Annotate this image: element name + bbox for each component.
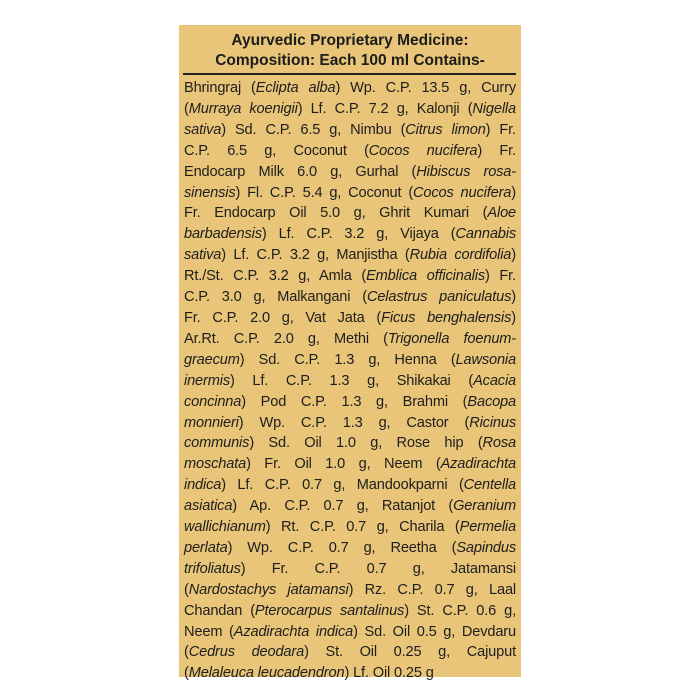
botanical-name: Bacopa (467, 393, 516, 410)
botanical-name: Lawsonia (455, 351, 516, 368)
composition-text-segment: ) Fr. C.P. 0.7 g, Jatamansi (240, 560, 516, 577)
botanical-name: Rubia cordifolia (409, 247, 512, 264)
composition-line (184, 622, 516, 643)
composition-line (184, 663, 516, 684)
header-title: Ayurvedic Proprietary Medicine: (231, 32, 469, 49)
botanical-name: monnieri (184, 414, 239, 431)
composition-text-segment: ) Sd. Oil 1.0 g, Rose hip ( (249, 435, 483, 452)
composition-label-panel (179, 25, 521, 682)
header-divider (183, 73, 516, 75)
composition-line (184, 642, 516, 663)
botanical-name: Sapindus (456, 539, 516, 556)
botanical-name: Geranium (453, 498, 516, 515)
botanical-name: perlata (184, 539, 228, 556)
botanical-name: Cocos nucifera (413, 184, 512, 201)
composition-line (184, 559, 516, 580)
botanical-name: Permelia (459, 519, 516, 536)
composition-line (184, 413, 516, 434)
composition-text-segment: ) Fl. C.P. 5.4 g, Coconut ( (235, 184, 414, 201)
composition-text-segment: ) Lf. C.P. 0.7 g, Mandookparni ( (221, 477, 464, 494)
composition-text-segment: ) (511, 184, 516, 201)
botanical-name: sativa (184, 121, 222, 138)
composition-text-segment: ) Ap. C.P. 0.7 g, Ratanjot ( (232, 498, 454, 515)
botanical-name: Cocos nucifera (368, 142, 478, 159)
botanical-name: concinna (184, 393, 242, 410)
botanical-name: trifoliatus (184, 560, 241, 577)
composition-text-segment: ) (511, 309, 516, 326)
label-header (179, 31, 521, 71)
composition-text-segment: ) Sd. Oil 0.5 g, Devdaru (353, 623, 516, 640)
composition-text-segment: C.P. 3.0 g, Malkangani ( (184, 289, 367, 306)
botanical-name: Hibiscus rosa- (416, 163, 516, 180)
composition-text-segment: ) Wp. C.P. 0.7 g, Reetha ( (227, 539, 457, 556)
botanical-name: Cedrus deodara (188, 644, 305, 661)
composition-line (184, 454, 516, 475)
composition-text-segment: ) Fr. Oil 1.0 g, Neem ( (246, 456, 441, 473)
composition-text-segment: ) Rz. C.P. 0.7 g, Laal (348, 581, 517, 598)
composition-line (184, 266, 516, 287)
botanical-name: inermis (184, 372, 230, 389)
composition-text-segment: ( (184, 100, 189, 117)
botanical-name: graecum (184, 351, 240, 368)
composition-line (184, 392, 516, 413)
botanical-name: Celastrus paniculatus (366, 289, 512, 306)
botanical-name: Aloe (487, 205, 516, 222)
composition-text-segment: Rt./St. C.P. 3.2 g, Amla ( (184, 268, 367, 285)
composition-line (184, 203, 516, 224)
composition-line (184, 78, 516, 99)
composition-text-segment: Bhringraj ( (184, 80, 256, 96)
composition-text-segment: ) St. C.P. 0.6 g, (404, 602, 516, 619)
composition-text-segment: ) Fr. (477, 142, 516, 159)
composition-text-segment: ) Wp. C.P. 13.5 g, Curry (335, 80, 516, 96)
composition-line (184, 287, 516, 308)
botanical-name: Pterocarpus santalinus (254, 602, 405, 619)
botanical-name: Murraya koenigii (188, 100, 298, 117)
composition-line (184, 517, 516, 538)
botanical-name: indica (184, 477, 222, 494)
composition-line (184, 538, 516, 559)
composition-text-segment: Chandan ( (184, 602, 255, 619)
composition-line (184, 162, 516, 183)
botanical-name: asiatica (184, 498, 233, 515)
composition-text-segment: ) Sd. C.P. 6.5 g, Nimbu ( (221, 121, 406, 138)
header-subtitle: Composition: Each 100 ml Contains- (215, 52, 485, 69)
botanical-name: wallichianum (184, 519, 266, 536)
botanical-name: Centella (463, 477, 516, 494)
botanical-name: sinensis (184, 184, 236, 201)
composition-text-segment: ) Fr. (485, 121, 516, 138)
composition-line (184, 308, 516, 329)
composition-line (184, 580, 516, 601)
composition-line (184, 99, 516, 120)
composition-line (184, 475, 516, 496)
composition-text-segment: ) (511, 247, 516, 264)
composition-line (184, 601, 516, 622)
botanical-name: Trigonella foenum- (387, 330, 517, 347)
composition-text-segment: ) Fr. (485, 268, 516, 285)
botanical-name: Ficus benghalensis (381, 309, 512, 326)
composition-text-segment: Fr. C.P. 2.0 g, Vat Jata ( (184, 309, 382, 326)
composition-text-segment: ) Lf. C.P. 1.3 g, Shikakai ( (229, 372, 474, 389)
botanical-name: Emblica officinalis (366, 268, 486, 285)
botanical-name: Cannabis (455, 226, 516, 243)
composition-text-segment: ( (184, 665, 189, 682)
composition-line (184, 183, 516, 204)
botanical-name: Eclipta alba (255, 80, 336, 96)
botanical-name: Nardostachys jatamansi (188, 581, 349, 598)
botanical-name: sativa (184, 247, 222, 264)
composition-text-segment: Endocarp Milk 6.0 g, Gurhal ( (184, 163, 417, 180)
composition-line (184, 120, 516, 141)
botanical-name: Ricinus (469, 414, 516, 431)
composition-line (184, 245, 516, 266)
composition-text-segment: ) (511, 289, 516, 306)
composition-line (184, 329, 516, 350)
composition-text (184, 78, 516, 684)
composition-text-segment: Neem ( (184, 623, 234, 640)
composition-text-segment: ) Lf. Oil 0.25 g (344, 665, 434, 682)
composition-line (184, 141, 516, 162)
botanical-name: Rosa (482, 435, 516, 452)
composition-text-segment: ) Rt. C.P. 0.7 g, Charila ( (265, 519, 460, 536)
composition-text-segment: Fr. Endocarp Oil 5.0 g, Ghrit Kumari ( (184, 205, 488, 222)
composition-line (184, 433, 516, 454)
botanical-name: communis (184, 435, 250, 452)
composition-text-segment: ( (184, 581, 189, 598)
composition-text-segment: ) Lf. C.P. 3.2 g, Vijaya ( (261, 226, 456, 243)
botanical-name: Acacia (473, 372, 516, 389)
composition-text-segment: Ar.Rt. C.P. 2.0 g, Methi ( (184, 330, 388, 347)
composition-text-segment: ) Lf. C.P. 7.2 g, Kalonji ( (297, 100, 473, 117)
botanical-name: Nigella (472, 100, 516, 117)
composition-line (184, 350, 516, 371)
composition-line (184, 371, 516, 392)
composition-line (184, 496, 516, 517)
botanical-name: Citrus limon (405, 121, 486, 138)
composition-text-segment: C.P. 6.5 g, Coconut ( (184, 142, 369, 159)
composition-text-segment: ) Sd. C.P. 1.3 g, Henna ( (239, 351, 456, 368)
botanical-name: Melaleuca leucadendron (188, 665, 345, 682)
botanical-name: Azadirachta indica (233, 623, 354, 640)
botanical-name: moschata (184, 456, 247, 473)
composition-line (184, 224, 516, 245)
composition-text-segment: ) Pod C.P. 1.3 g, Brahmi ( (241, 393, 468, 410)
composition-text-segment: ) St. Oil 0.25 g, Cajuput (304, 644, 516, 661)
botanical-name: Azadirachta (440, 456, 516, 473)
botanical-name: barbadensis (184, 226, 262, 243)
composition-text-segment: ( (184, 644, 189, 661)
composition-text-segment: ) Lf. C.P. 3.2 g, Manjistha ( (221, 247, 410, 264)
composition-text-segment: ) Wp. C.P. 1.3 g, Castor ( (238, 414, 470, 431)
